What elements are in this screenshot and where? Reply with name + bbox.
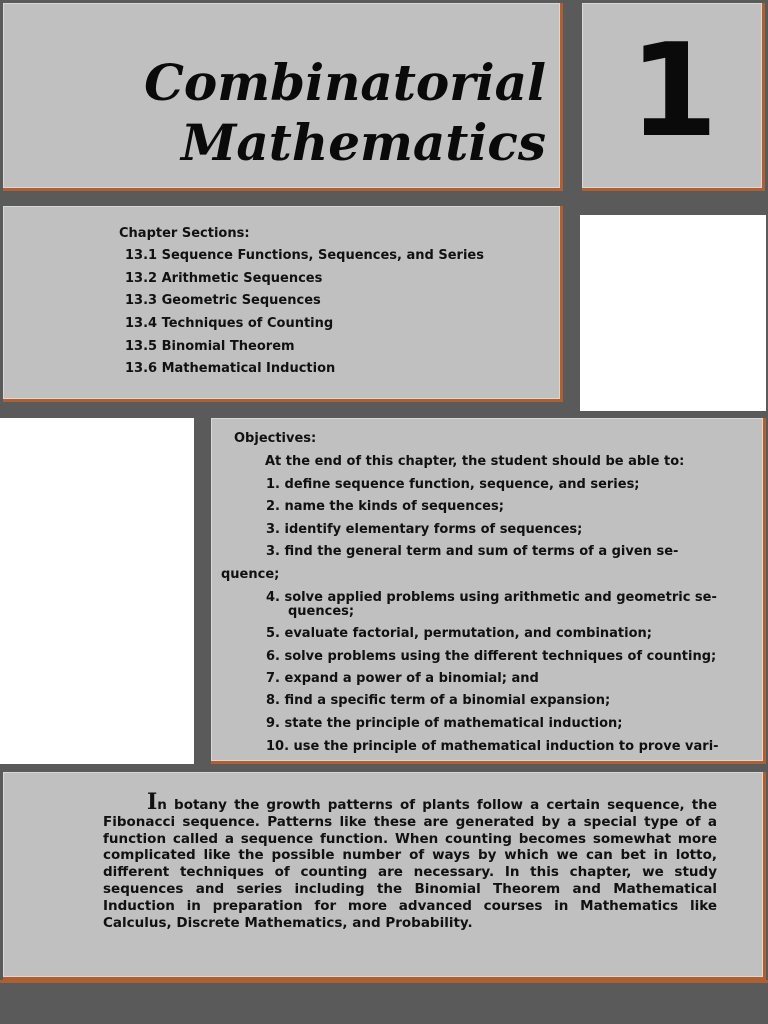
objective-item: 5. evaluate factorial, permutation, and combination;	[266, 626, 652, 641]
section-item: 13.5 Binomial Theorem	[125, 338, 295, 354]
objective-item-continued: quence;	[221, 567, 280, 582]
intro-paragraph	[103, 789, 717, 931]
chapter-title-line1: Combinatorial	[144, 53, 546, 112]
sections-heading: Chapter Sections:	[119, 226, 250, 241]
section-item: 13.3 Geometric Sequences	[125, 293, 321, 309]
objective-item: 2. name the kinds of sequences;	[266, 499, 504, 514]
objective-item: 10. use the principle of mathematical induction to prove vari-	[266, 739, 719, 754]
objective-item: 3. identify elementary forms of sequences;	[266, 522, 583, 537]
objective-item: 9. state the principle of mathematical induction;	[266, 716, 623, 731]
section-item: 13.6 Mathematical Induction	[125, 361, 336, 377]
title-panel	[3, 3, 563, 191]
objectives-intro: At the end of this chapter, the student should be able to:	[265, 454, 685, 469]
objective-item: 4. solve applied problems using arithmetic and geometric se-	[266, 590, 717, 605]
intro-panel	[3, 772, 766, 980]
objective-item: 7. expand a power of a binomial; and	[266, 671, 539, 686]
objective-item: 1. define sequence function, sequence, and series;	[266, 477, 640, 492]
chapter-title	[144, 53, 546, 173]
chapter-title-line2: Mathematics	[181, 113, 546, 172]
chapter-sections-panel	[3, 206, 563, 402]
blank-box-right	[580, 215, 766, 411]
bottom-border	[0, 980, 768, 983]
intro-dropcap: I	[147, 789, 158, 815]
objective-item-continued: quences;	[288, 604, 355, 619]
objective-item: 3. find the general term and sum of terms of a given se-	[266, 544, 679, 559]
objective-item: 6. solve problems using the different techniques of counting;	[266, 649, 717, 664]
section-item: 13.1 Sequence Functions, Sequences, and Series	[125, 248, 484, 263]
blank-box-left	[0, 418, 194, 764]
chapter-number-panel	[582, 3, 765, 191]
sections-list	[125, 247, 484, 383]
section-item: 13.4 Techniques of Counting	[125, 316, 334, 332]
section-item: 13.2 Arithmetic Sequences	[125, 270, 323, 286]
objectives-heading: Objectives:	[234, 431, 317, 446]
objectives-panel	[211, 418, 766, 764]
intro-text: n botany the growth patterns of plants follow a certain sequence, the Fibonacci sequence. Patterns like these are generated by a special type of a function called a sequence function. When counting becomes somewhat more complicated like the possible number of ways by which we can bet in lotto, different techniques of counting are necessary. In this chapter, we study sequences and series including the Binomial Theorem and Mathematical Induction in preparation for more advanced courses in Mathematics like Calculus, Discrete Mathematics, and Probability.	[103, 797, 717, 931]
chapter-number: 1	[628, 17, 719, 166]
objective-item: 8. find a specific term of a binomial expansion;	[266, 693, 611, 708]
